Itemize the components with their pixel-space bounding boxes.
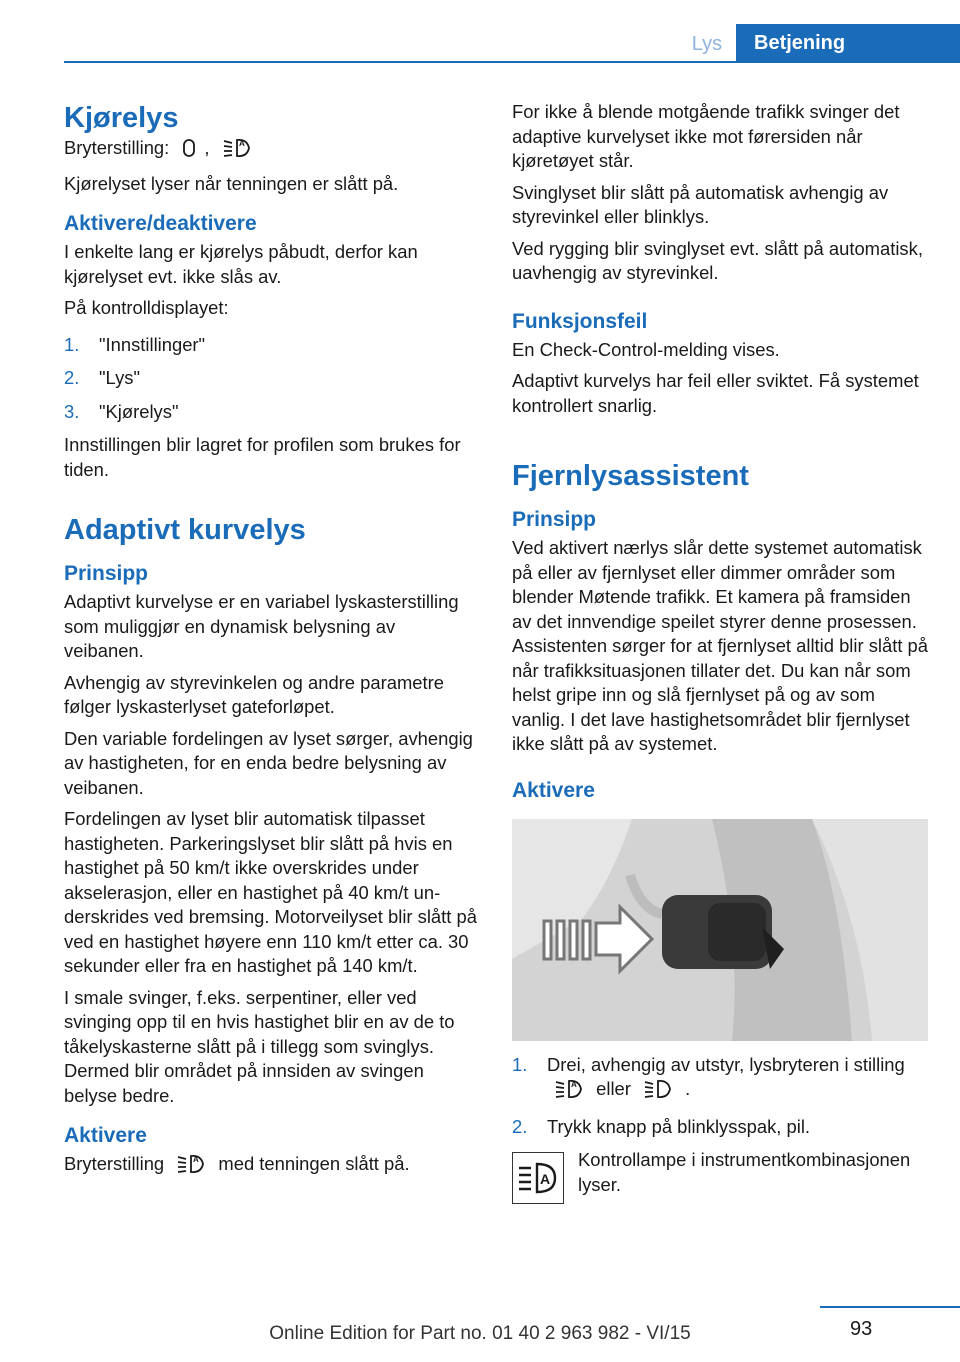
prinsipp-text-1: Adaptivt kurvelyse er en variabel lyskasterstilling som muliggjør en dynamisk belysning av veibanen. — [64, 591, 459, 661]
aktivere-label: Bryterstilling — [64, 1153, 165, 1174]
step-text-part: eller — [596, 1078, 631, 1099]
funksjonsfeil-text-2: Adaptivt kurvelys har feil eller sviktet. Få systemet kontrollert snarlig. — [512, 370, 919, 416]
high-beam-assistant-indicator-icon — [512, 1152, 564, 1204]
aktivere-deaktivere-text-1: I enkelte lang er kjørelys påbudt, derfor kan kjørelyset evt. ikke slås av. — [64, 241, 418, 287]
fjernlys-prinsipp-text: Ved aktivert nærlys slår dette systemet automatisk på eller av fjernlyset eller dimmer områder som blender Møtende trafikk. Et kamera på framsiden av det innvendige speilet styrer denne prosessen. Assistenten sørger for at fjernlyset alltid blir slått på når trafikksituasjonen tillater det. Du kan når som helst gripe inn og slå fjernlyset på og av som vanlig. I det lave hastighetsområdet blir fjernlyset ikke slått på av systemet. — [512, 537, 928, 754]
step-text: Trykk knapp på blinklysspak, pil. — [547, 1115, 811, 1137]
svg-text:A: A — [571, 1080, 577, 1089]
auto-light-icon — [223, 136, 251, 165]
svg-text:A: A — [238, 139, 245, 148]
step-text-part: Drei, avhengig av utstyr, lysbryteren i stilling — [547, 1053, 905, 1075]
aktivere-heading: Aktivere — [64, 1124, 147, 1147]
prinsipp-text-4: Fordelingen av lyset blir automatisk tilpasset hastigheten. Parkeringslyset blir slått på hvis en hastighet på 50 km/t ikke overskrides under akselerasjon, eller en hastighet på 40 km/t underskrides ved bremsing. Motorveilyset blir slått på ved en hastighet høyere enn 110 km/t etter ca. 30 sekunder eller fra en hastighet på 140 km/t. — [64, 808, 477, 976]
aktivere-deaktivere-text-2: På kontrolldisplayet: — [64, 297, 229, 318]
svg-text:A: A — [540, 1171, 551, 1187]
indicator-lamp-note — [512, 1148, 932, 1204]
aktivere-deaktivere-text-3: Innstillingen blir lagret for profilen som brukes for tiden. — [64, 434, 461, 480]
funksjonsfeil-heading: Funksjonsfeil — [512, 309, 648, 333]
auto-light-icon — [555, 1077, 583, 1106]
indicator-lamp-text: Kontrollampe i instrumentkombinasjonen lyser. — [578, 1149, 911, 1195]
step-text — [547, 1053, 932, 1106]
settings-steps-list — [64, 333, 480, 425]
step-text: "Lys" — [99, 367, 140, 388]
bryterstilling-line — [64, 136, 480, 165]
left-column — [64, 100, 480, 1188]
prinsipp-text-2: Avhengig av styrevinkelen og andre parametre følger lyskasterlyset gateforløpet. — [64, 671, 444, 717]
switch-position-0-icon — [182, 138, 196, 165]
aktivere-suffix: med tenningen slått på. — [218, 1153, 410, 1174]
svg-text:A: A — [193, 1155, 200, 1164]
prinsipp-heading-right: Prinsipp — [512, 508, 597, 531]
header-section-label: Lys — [691, 33, 723, 55]
prinsipp-text-3: Den variable fordelingen av lyset sørger, avhengig av hastigheten, for en enda bedre belysning av veibanen. — [64, 727, 473, 798]
list-item — [64, 333, 480, 358]
kjorelys-text: Kjørelyset lyser når tenningen er slått på. — [64, 172, 399, 194]
list-item — [64, 366, 480, 391]
step-number: 2. — [64, 367, 80, 388]
right-column — [512, 100, 932, 1204]
step-text-part: . — [685, 1078, 691, 1099]
fjernlysassistent-heading: Fjernlysassistent — [512, 460, 749, 492]
aktivere-heading-right: Aktivere — [512, 778, 595, 802]
bryterstilling-label: Bryterstilling: — [64, 137, 170, 158]
header-chapter-tab: Betjening — [736, 24, 960, 62]
adaptive-text-3: Ved rygging blir svinglyset evt. slått på automatisk, uavhengig av styrevinkel. — [512, 237, 923, 283]
step-number: 1. — [64, 333, 80, 355]
step-number: 3. — [64, 400, 80, 422]
adaptivt-kurvelys-heading: Adaptivt kurvelys — [64, 514, 306, 546]
funksjonsfeil-text-1: En Check-Control-melding vises. — [512, 338, 780, 360]
adaptive-text-2: Svinglyset blir slått på automatisk avhengig av styrevinkel eller blinklys. — [512, 181, 889, 227]
kjorelys-heading: Kjørelys — [64, 102, 179, 134]
step-text: "Kjørelys" — [99, 400, 179, 422]
list-item — [512, 1115, 932, 1140]
page-number: 93 — [850, 1318, 873, 1340]
aktivere-line — [64, 1152, 480, 1181]
list-item — [512, 1053, 932, 1106]
prinsipp-heading: Prinsipp — [64, 562, 149, 585]
step-number: 1. — [512, 1053, 528, 1075]
footer-rule — [820, 1306, 960, 1308]
prinsipp-text-5: I smale svinger, f.eks. serpentiner, eller ved svinging opp til en hvis hastighet blir en av de to tåkelyskasterne slått på i tillegg som svinglys. Dermed blir området på innsiden av svingen belyse bedre. — [64, 986, 455, 1106]
adaptive-text-1: For ikke å blende motgående trafikk svinger det adaptive kurvelyset ikke mot førersiden når kjøretøyet står. — [512, 101, 900, 171]
list-item — [64, 400, 480, 425]
turn-signal-lever-image — [512, 819, 928, 1041]
step-number: 2. — [512, 1115, 528, 1137]
aktivere-deaktivere-heading: Aktivere/deaktivere — [64, 212, 257, 235]
step-text: "Innstillinger" — [99, 333, 206, 355]
aktivere-steps-list — [512, 1053, 932, 1140]
auto-light-icon — [177, 1152, 205, 1181]
footer-edition: Online Edition for Part no. 01 40 2 963 982 - VI/15 — [269, 1323, 691, 1344]
bryterstilling-separator: , — [204, 137, 210, 158]
low-beam-icon — [644, 1077, 672, 1106]
